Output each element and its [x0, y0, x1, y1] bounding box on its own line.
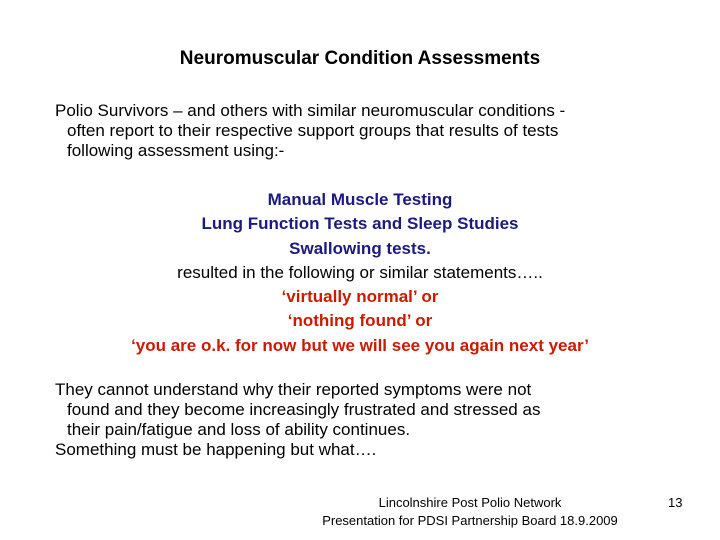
- statement-item: ‘nothing found’ or: [287, 311, 433, 331]
- footer: [290, 494, 650, 530]
- conclusion-line: They cannot understand why their reported symptoms were not: [55, 380, 532, 399]
- slide-title: Neuromuscular Condition Assessments: [179, 48, 541, 69]
- conclusion-line: found and they become increasingly frustrated and stressed as: [67, 400, 541, 419]
- conclusion-line: their pain/fatigue and loss of ability continues.: [67, 420, 411, 439]
- result-intro: resulted in the following or similar statements…..: [177, 262, 543, 282]
- test-item: Manual Muscle Testing: [267, 190, 453, 209]
- test-item: Lung Function Tests and Sleep Studies: [201, 214, 519, 234]
- test-item: Swallowing tests.: [289, 238, 431, 258]
- intro-paragraph: [55, 101, 675, 161]
- assessment-block: [0, 188, 720, 358]
- statement-item: ‘virtually normal’ or: [281, 287, 439, 307]
- conclusion-line: Something must be happening but what….: [55, 440, 377, 459]
- intro-line: often report to their respective support groups that results of tests: [67, 121, 559, 140]
- statement-item: ‘you are o.k. for now but we will see you again next year’: [131, 335, 589, 355]
- footer-presentation: Presentation for PDSI Partnership Board 18.9.2009: [322, 513, 618, 528]
- page-number: 13: [668, 495, 683, 510]
- footer-organization: Lincolnshire Post Polio Network: [378, 495, 562, 510]
- intro-line: following assessment using:-: [67, 141, 285, 160]
- conclusion-paragraph: [55, 380, 675, 460]
- intro-line: Polio Survivors – and others with similar neuromuscular conditions -: [55, 101, 566, 120]
